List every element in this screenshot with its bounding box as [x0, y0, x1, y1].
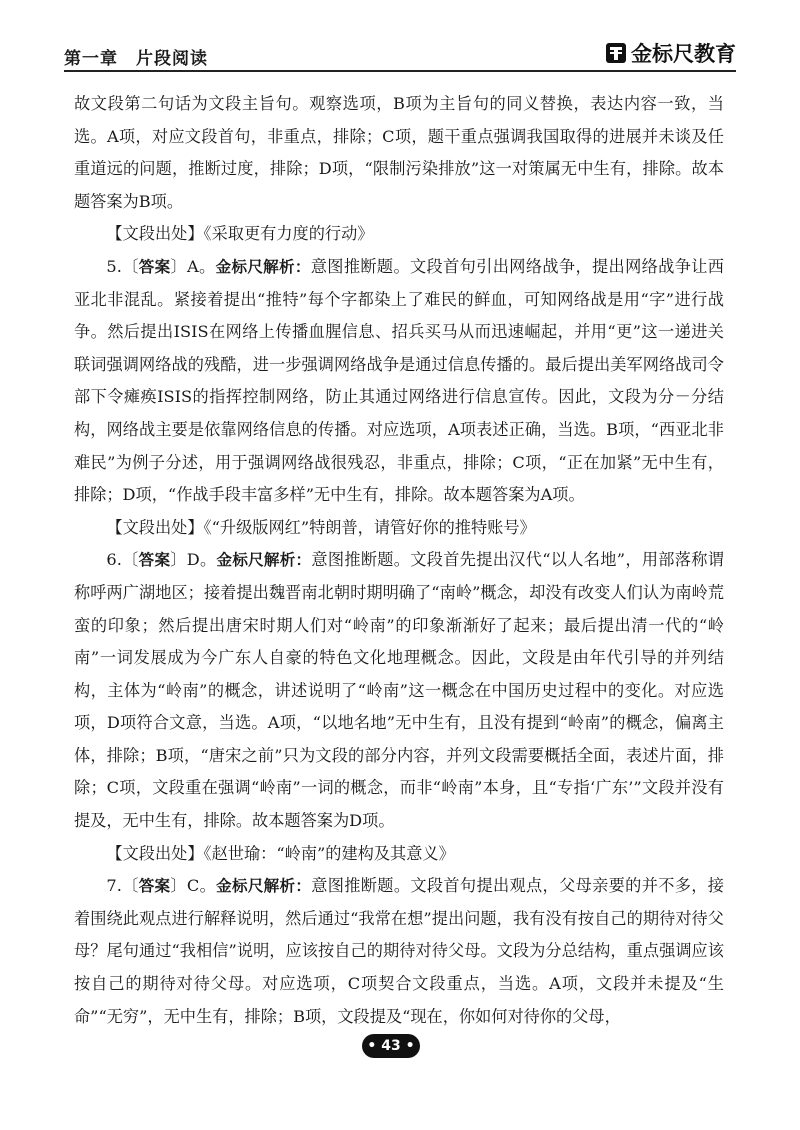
analysis-5-text: 意图推断题。文段首句引出网络战争，提出网络战争让西亚北非混乱。紧接着提出“推特”每个字都染上了难民的鲜血，可知网络战是用“字”进行战争。然后提出ISIS在网络上传播血腥信息、招兵买马从而迅速崛起，并用“更”这一递进关联词强调网络战的残酷，进一步强调网络战争是通过信息传播的。最后提出美军网络战司令部下令瘫痪ISIS的指挥控制网络，防止其通过网络进行信息宣传。因此，文段为分－分结构，网络战主要是依靠网络信息的传播。对应选项，A项表述正确，当选。B项，“西亚北非难民”为例子分述，用于强调网络战很残忍，非重点，排除；C项，“正在加紧”无中生有，排除；D项，“作战手段丰富多样”无中生有，排除。故本题答案为A项。 — [74, 256, 724, 505]
analysis-6-text: 意图推断题。文段首先提出汉代“以人名地”，用部落称谓称呼两广湖地区；接着提出魏晋南北朝时期明确了“南岭”概念，却没有改变人们认为南岭荒蛮的印象；然后提出唐宋时期人们对“岭南”的印象渐渐好了起来；最后提出清一代的“岭南”一词发展成为今广东人自豪的特色文化地理概念。因此，文段是由年代引导的并列结构，主体为“岭南”的概念，讲述说明了“岭南”这一概念在中国历史过程中的变化。对应选项，D项符合文意，当选。A项，“以地名地”无中生有，且没有提到“岭南”的概念，偏离主体，排除；B项，“唐宋之前”只为文段的部分内容，并列文段需要概括全面，表述片面，排除；C项，文段重在强调“岭南”一词的概念，而非“岭南”本身，且“专指‘广东’”文段并没有提及，无中生有，排除。故本题答案为D项。 — [74, 550, 724, 831]
answer-6-number: 6.〔 — [106, 550, 139, 570]
source-note-4: 【文段出处】《采取更有力度的行动》 — [106, 224, 374, 244]
chapter-title: 第一章 片段阅读 — [64, 49, 208, 69]
answer-6 — [74, 544, 724, 837]
page-header — [64, 38, 736, 72]
answer-7-label: 答案 — [138, 877, 171, 896]
logo-text: 金标尺教育 — [631, 42, 736, 66]
answer-5-number: 5.〔 — [106, 256, 139, 276]
logo-icon — [605, 42, 627, 64]
brand-logo — [605, 38, 736, 68]
source-note-6: 【文段出处】《赵世瑜：“岭南”的建构及其意义》 — [106, 843, 455, 863]
analysis-7-text: 意图推断题。文段首句提出观点，父母亲要的并不多，接着围绕此观点进行解释说明，然后通过“我常在想”提出问题，我有没有按自己的期待对待父母？尾句通过“我相信”说明，应该按自己的期待对待父母。文段为分总结构，重点强调应该按自己的期待对待父母。对应选项，C项契合文段重点，当选。A项，文段并未提及“生命”“无穷”，无中生有，排除；B项，文段提及“现在，你如何对待你的父母， — [74, 876, 724, 1026]
answer-7-choice: 〕C。 — [170, 876, 217, 896]
answer-6-label: 答案 — [138, 551, 171, 570]
answer-6-choice: 〕D。 — [170, 550, 217, 570]
paragraph-continuation: 故文段第二句话为文段主旨句。观察选项，B项为主旨句的同义替换，表达内容一致，当选。A项，对应文段首句，非重点，排除；C项，题干重点强调我国取得的进展并未谈及任重道远的问题，推断过度，排除；D项，“限制污染排放”这一对策属无中生有，排除。故本题答案为B项。 — [74, 94, 724, 211]
page-number: • 43 • — [362, 1034, 420, 1058]
header-rule — [64, 70, 736, 72]
answer-5-choice: 〕A。 — [170, 256, 216, 276]
source-note-5: 【文段出处】《“升级版网红”特朗普，请管好你的推特账号》 — [106, 517, 536, 537]
answer-7-number: 7.〔 — [106, 876, 139, 896]
analysis-5-label: 金标尺解析： — [215, 257, 311, 276]
answer-5-label: 答案 — [138, 257, 171, 276]
answer-7 — [74, 870, 724, 1033]
analysis-7-label: 金标尺解析： — [216, 877, 312, 896]
page-body — [74, 88, 724, 1033]
answer-5 — [74, 251, 724, 512]
analysis-6-label: 金标尺解析： — [216, 551, 312, 570]
